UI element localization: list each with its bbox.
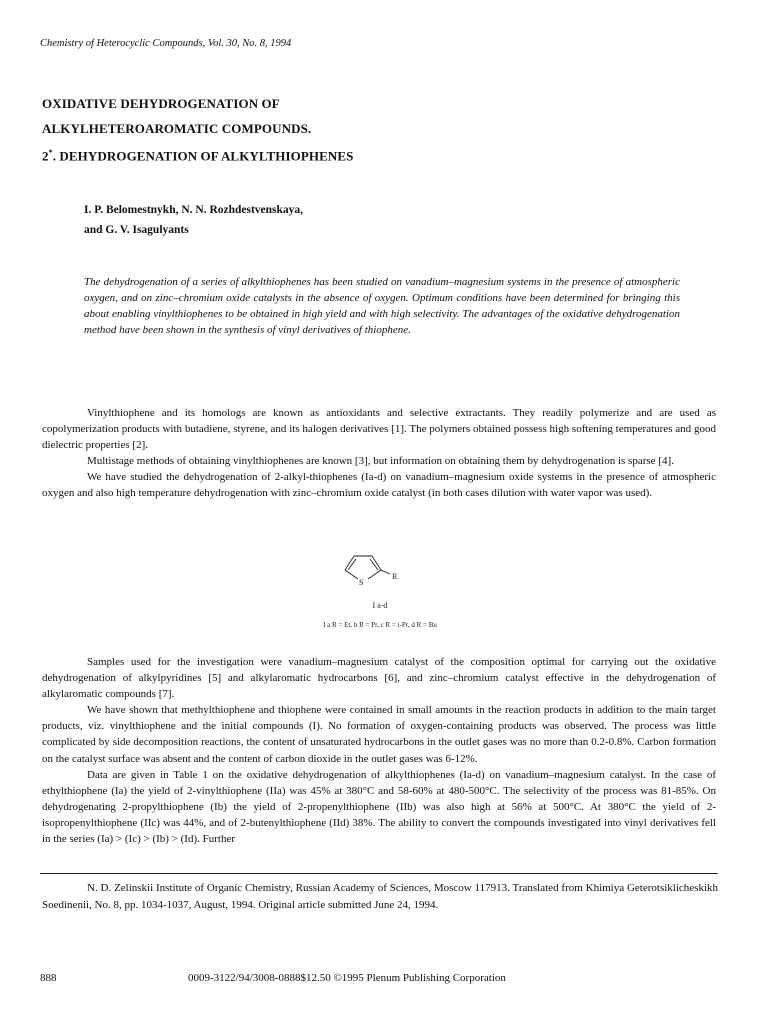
body-text-top (42, 405, 716, 502)
abstract: The dehydrogenation of a series of alkylthiophenes has been studied on vanadium–magnesium systems in the presence of atmospheric oxygen, and on zinc–chromium oxide catalysts in the absence of oxygen. Optimum conditions have been determined for bringing this about enabling vinylthiophenes to be obtained in high yield and with high selectivity. The advantages of the oxidative dehydrogenation method have been shown in the synthesis of vinyl derivatives of thiophene. (84, 276, 680, 336)
journal-header: Chemistry of Heterocyclic Compounds, Vol. 30, No. 8, 1994 (40, 38, 292, 49)
thiophene-ring-drawing (320, 552, 440, 642)
paragraph: Data are given in Table 1 on the oxidative dehydrogenation of alkylthiophenes (Ia-d) on vanadium–magnesium catalyst. In the case of ethylthiophene (Ia) the yield of 2-vinylthiophene (IIa) was 45% at 380°C and 58-60% at 480-500°C. The selectivity of the process was 81-85%. On dehydrogenating 2-propylthiophene (Ib) the yield of 2-propenylthiophene (IIb) was also high at 56% at 500°C. At 380°C the yield of 2-isopropenylthiophene (IIc) was 44%, and of 2-butenylthiophene (IId) 38%. The ability to convert the compounds investigated into vinyl derivatives fell in the series (Ia) > (Ic) > (Ib) > (Id). Further (42, 768, 716, 846)
affiliation-note (42, 880, 718, 913)
paragraph: Samples used for the investigation were vanadium–magnesium catalyst of the composition optimal for carrying out the oxidative dehydrogenation of alkylpyridines [5] and alkylaromatic hydrocarbons [6], and zinc–chromium catalyst effective in the dehydrogenation of alkylaromatic compounds [7]. (42, 656, 716, 701)
structure-caption: I a R = Et, b R = Pr, c R = i-Pr, d R = Bu (323, 621, 437, 629)
chemical-structure (320, 552, 440, 642)
substituent-label: R (392, 572, 398, 581)
footnote-divider (40, 873, 718, 874)
page-number: 888 (40, 972, 57, 984)
paragraph: We have studied the dehydrogenation of 2-alkyl-thiophenes (Ia-d) on vanadium–magnesium oxide systems in the presence of atmospheric oxygen and also high temperature dehydrogenation with zinc–chromium oxide catalyst (in both cases dilution with water vapor was used). (42, 471, 716, 500)
title-line-3-text: . DEHYDROGENATION OF ALKYLTHIOPHENES (52, 148, 354, 164)
paragraph: Vinylthiophene and its homologs are known as antioxidants and selective extractants. They readily polymerize and are used as copolymerization products with butadiene, styrene, and its halogen derivatives [1]. The polymers obtained possess high softening temperatures and good dielectric properties [2]. (42, 407, 716, 452)
paragraph: Multistage methods of obtaining vinylthiophenes are known [3], but information on obtaining them by dehydrogenation is sparse [4]. (87, 455, 674, 468)
copyright-line: 0009-3122/94/3008-0888$12.50 ©1995 Plenum Publishing Corporation (188, 972, 506, 984)
title-line-3 (42, 141, 353, 169)
footnote-mark: * (48, 148, 53, 157)
paragraph: We have shown that methylthiophene and thiophene were contained in small amounts in the reaction products in addition to the main target products, viz. vinylthiophene and the initial compounds (I). No formation of oxygen-containing products was observed. The process was little complicated by side decomposition reactions, the content of unsaturated hydrocarbons in the outlet gases was no more than 0.2-0.8%. Carbon formation on the catalyst surface was absent and the content of carbon dioxide in the outlet gases was 6-12%. (42, 704, 716, 765)
affiliation-text: N. D. Zelinskii Institute of Organic Chemistry, Russian Academy of Sciences, Moscow 117913. Translated from Khimiya Geterotsiklicheskikh Soedinenii, No. 8, pp. 1034-1037, August, 1994. Original article submitted June 24, 1994. (42, 882, 718, 911)
article-title (42, 92, 353, 169)
compound-label: I a-d (372, 601, 388, 610)
authors-line-1: I. P. Belomestnykh, N. N. Rozhdestvenskaya, (84, 204, 304, 216)
body-text-bottom (42, 654, 716, 847)
title-line-1: OXIDATIVE DEHYDROGENATION OF (42, 96, 280, 111)
authors-line-2: and G. V. Isagulyants (84, 224, 189, 236)
part-number: 2 (42, 148, 49, 164)
title-line-2: ALKYLHETEROAROMATIC COMPOUNDS. (42, 120, 312, 136)
authors (84, 200, 303, 240)
sulfur-atom-label: S (359, 578, 364, 587)
